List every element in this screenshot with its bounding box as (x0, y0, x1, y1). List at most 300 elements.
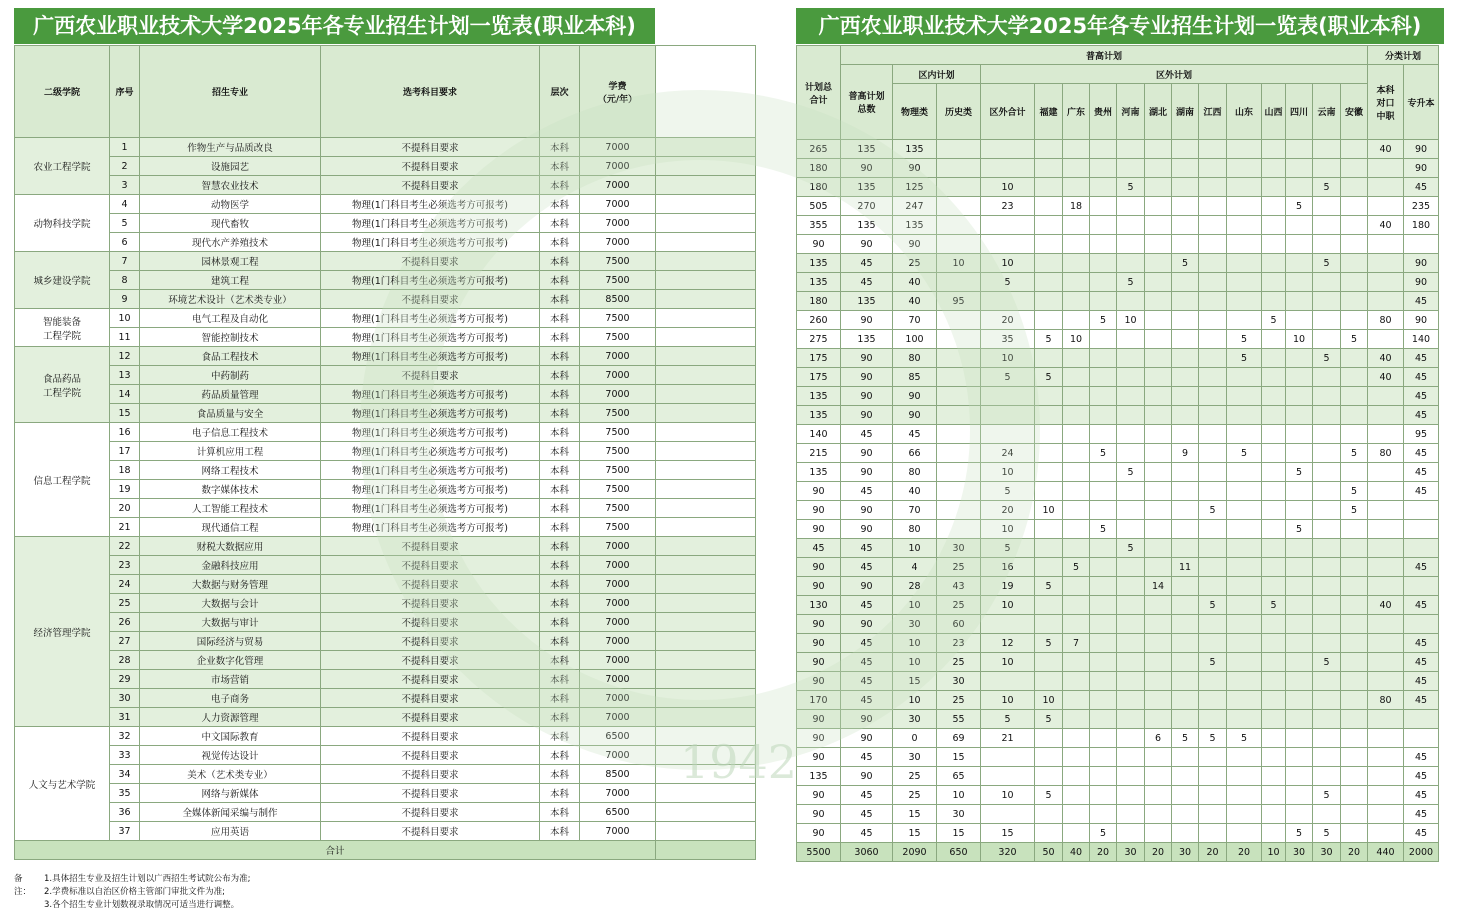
value-cell: 30 (893, 615, 937, 634)
value-cell: 21 (981, 729, 1035, 748)
value-cell: 90 (797, 501, 841, 520)
seq-cell: 35 (110, 784, 140, 803)
table-row (15, 670, 756, 689)
seq-cell: 29 (110, 670, 140, 689)
value-cell (981, 235, 1035, 254)
value-cell (1199, 786, 1227, 805)
value-cell: 10 (937, 786, 981, 805)
value-cell: 5 (1035, 634, 1063, 653)
value-cell (1063, 273, 1090, 292)
table-row (797, 577, 1439, 596)
value-cell (1035, 672, 1063, 691)
value-cell: 35 (981, 330, 1035, 349)
value-cell: 90 (893, 159, 937, 178)
value-cell: 90 (841, 767, 893, 786)
level-cell: 本科 (540, 290, 580, 309)
value-cell (1145, 273, 1172, 292)
fee-cell: 7000 (580, 157, 656, 176)
table-row (15, 404, 756, 423)
header-province: 云南 (1313, 84, 1341, 140)
value-cell (1286, 501, 1313, 520)
value-cell (1172, 311, 1199, 330)
fee-cell: 7000 (580, 708, 656, 727)
value-cell: 175 (797, 349, 841, 368)
value-cell (1227, 824, 1262, 843)
value-cell (1341, 235, 1368, 254)
value-cell (1199, 197, 1227, 216)
value-cell: 45 (1404, 463, 1439, 482)
value-cell: 15 (937, 824, 981, 843)
subject-cell: 物理(1门科目考生必须选考方可报考) (321, 442, 540, 461)
value-cell (1063, 710, 1090, 729)
value-cell (1313, 710, 1341, 729)
value-cell: 90 (841, 729, 893, 748)
level-cell: 本科 (540, 537, 580, 556)
value-cell: 5 (1090, 444, 1117, 463)
spacer-cell (656, 442, 756, 461)
value-cell (1199, 767, 1227, 786)
value-cell: 5 (1090, 520, 1117, 539)
seq-cell: 32 (110, 727, 140, 746)
value-cell: 5 (1090, 824, 1117, 843)
value-cell (1090, 368, 1117, 387)
notes-label: 备注： (14, 874, 32, 897)
seq-cell: 2 (110, 157, 140, 176)
value-cell (1035, 292, 1063, 311)
table-row (15, 328, 756, 347)
value-cell (1172, 653, 1199, 672)
seq-cell: 37 (110, 822, 140, 841)
value-cell (1262, 615, 1286, 634)
total-cell: 30 (1286, 843, 1313, 862)
left-plan-table (14, 45, 756, 860)
value-cell: 90 (1404, 311, 1439, 330)
level-cell: 本科 (540, 138, 580, 157)
value-cell: 5 (1286, 520, 1313, 539)
value-cell (1063, 140, 1090, 159)
fee-cell: 7000 (580, 176, 656, 195)
value-cell: 235 (1404, 197, 1439, 216)
value-cell (1063, 520, 1090, 539)
college-cell: 动物科技学院 (15, 195, 110, 252)
seq-cell: 3 (110, 176, 140, 195)
value-cell (1035, 767, 1063, 786)
fee-cell: 7500 (580, 309, 656, 328)
level-cell: 本科 (540, 556, 580, 575)
value-cell: 90 (841, 387, 893, 406)
value-cell (1227, 805, 1262, 824)
value-cell: 180 (797, 178, 841, 197)
seq-cell: 33 (110, 746, 140, 765)
value-cell (1117, 634, 1145, 653)
value-cell (1090, 615, 1117, 634)
seq-cell: 5 (110, 214, 140, 233)
value-cell (1063, 482, 1090, 501)
value-cell (1172, 520, 1199, 539)
value-cell (1172, 539, 1199, 558)
value-cell: 5 (1227, 330, 1262, 349)
value-cell: 170 (797, 691, 841, 710)
table-row (15, 499, 756, 518)
header-province: 四川 (1286, 84, 1313, 140)
fee-cell: 7000 (580, 347, 656, 366)
value-cell (1227, 710, 1262, 729)
value-cell (1090, 558, 1117, 577)
table-row (797, 463, 1439, 482)
value-cell: 10 (981, 786, 1035, 805)
table-row (15, 290, 756, 309)
value-cell (1227, 254, 1262, 273)
value-cell: 45 (841, 748, 893, 767)
value-cell (1090, 577, 1117, 596)
header-province: 河南 (1117, 84, 1145, 140)
value-cell: 23 (981, 197, 1035, 216)
major-cell: 人工智能工程技术 (140, 499, 321, 518)
fee-cell: 7500 (580, 461, 656, 480)
value-cell: 135 (841, 140, 893, 159)
value-cell: 90 (797, 653, 841, 672)
value-cell (981, 406, 1035, 425)
value-cell (1262, 463, 1286, 482)
total-cell: 40 (1063, 843, 1090, 862)
value-cell (1145, 368, 1172, 387)
value-cell: 5 (1227, 729, 1262, 748)
table-row (797, 748, 1439, 767)
value-cell (1199, 216, 1227, 235)
value-cell (1313, 444, 1341, 463)
value-cell (1063, 406, 1090, 425)
value-cell (1227, 425, 1262, 444)
value-cell (1286, 691, 1313, 710)
value-cell: 80 (1368, 691, 1404, 710)
total-cell: 20 (1090, 843, 1117, 862)
value-cell (1227, 691, 1262, 710)
seq-cell: 30 (110, 689, 140, 708)
value-cell (1035, 178, 1063, 197)
value-cell: 30 (937, 539, 981, 558)
total-cell: 10 (1262, 843, 1286, 862)
seq-cell: 7 (110, 252, 140, 271)
value-cell: 45 (1404, 558, 1439, 577)
total-cell: 20 (1227, 843, 1262, 862)
value-cell (1035, 596, 1063, 615)
spacer-cell (656, 556, 756, 575)
spacer-cell (656, 404, 756, 423)
value-cell (1035, 197, 1063, 216)
value-cell (937, 197, 981, 216)
value-cell: 10 (1063, 330, 1090, 349)
major-cell: 财税大数据应用 (140, 537, 321, 556)
value-cell (1117, 824, 1145, 843)
value-cell: 45 (1404, 368, 1439, 387)
level-cell: 本科 (540, 575, 580, 594)
seq-cell: 11 (110, 328, 140, 347)
value-cell: 70 (893, 501, 937, 520)
fee-cell: 7500 (580, 442, 656, 461)
value-cell: 45 (1404, 672, 1439, 691)
value-cell (1404, 235, 1439, 254)
table-row (15, 822, 756, 841)
value-cell: 45 (841, 425, 893, 444)
seq-cell: 13 (110, 366, 140, 385)
major-cell: 中药制药 (140, 366, 321, 385)
table-row (797, 235, 1439, 254)
level-cell: 本科 (540, 195, 580, 214)
spacer-cell (656, 841, 756, 860)
seq-cell: 36 (110, 803, 140, 822)
value-cell: 40 (893, 482, 937, 501)
value-cell (1313, 425, 1341, 444)
value-cell (1199, 406, 1227, 425)
total-cell: 30 (1313, 843, 1341, 862)
value-cell: 5 (1117, 178, 1145, 197)
value-cell (1145, 254, 1172, 273)
value-cell: 5 (1199, 596, 1227, 615)
value-cell (1117, 368, 1145, 387)
value-cell (1172, 596, 1199, 615)
value-cell: 135 (893, 140, 937, 159)
table-row (15, 594, 756, 613)
level-cell: 本科 (540, 157, 580, 176)
value-cell (1199, 520, 1227, 539)
value-cell: 90 (797, 805, 841, 824)
value-cell: 90 (797, 634, 841, 653)
value-cell (1368, 729, 1404, 748)
header-province: 湖南 (1172, 84, 1199, 140)
value-cell (1199, 292, 1227, 311)
value-cell (1090, 159, 1117, 178)
value-cell (981, 805, 1035, 824)
value-cell (1262, 539, 1286, 558)
total-cell: 3060 (841, 843, 893, 862)
value-cell (1262, 292, 1286, 311)
value-cell (1172, 786, 1199, 805)
table-row (15, 727, 756, 746)
value-cell: 30 (937, 805, 981, 824)
value-cell (1063, 444, 1090, 463)
value-cell (1199, 159, 1227, 178)
major-cell: 智慧农业技术 (140, 176, 321, 195)
table-row (15, 765, 756, 784)
value-cell (1368, 330, 1404, 349)
table-row (797, 558, 1439, 577)
value-cell: 5 (1117, 463, 1145, 482)
value-cell: 5 (1341, 482, 1368, 501)
subject-cell: 物理(1门科目考生必须选考方可报考) (321, 385, 540, 404)
subject-cell: 不提科目要求 (321, 708, 540, 727)
value-cell (981, 387, 1035, 406)
value-cell (1227, 482, 1262, 501)
value-cell (1117, 672, 1145, 691)
value-cell: 5 (1199, 729, 1227, 748)
major-cell: 药品质量管理 (140, 385, 321, 404)
table-row (15, 632, 756, 651)
value-cell: 65 (937, 767, 981, 786)
value-cell (1145, 767, 1172, 786)
subject-cell: 不提科目要求 (321, 252, 540, 271)
value-cell: 5 (1227, 349, 1262, 368)
value-cell (1035, 406, 1063, 425)
value-cell (1368, 767, 1404, 786)
value-cell (1368, 520, 1404, 539)
level-cell: 本科 (540, 708, 580, 727)
value-cell (1227, 634, 1262, 653)
value-cell (1227, 786, 1262, 805)
value-cell: 5 (1063, 558, 1090, 577)
value-cell: 45 (1404, 824, 1439, 843)
value-cell (1368, 178, 1404, 197)
value-cell (1145, 520, 1172, 539)
value-cell (1262, 501, 1286, 520)
value-cell: 45 (1404, 292, 1439, 311)
total-cell: 2090 (893, 843, 937, 862)
value-cell (1117, 292, 1145, 311)
table-row (797, 311, 1439, 330)
value-cell (1145, 634, 1172, 653)
college-cell: 信息工程学院 (15, 423, 110, 537)
value-cell (1341, 824, 1368, 843)
seq-cell: 25 (110, 594, 140, 613)
value-cell (1227, 311, 1262, 330)
value-cell (1199, 539, 1227, 558)
fee-cell: 6500 (580, 803, 656, 822)
subject-cell: 不提科目要求 (321, 613, 540, 632)
value-cell (1262, 691, 1286, 710)
value-cell (1172, 235, 1199, 254)
value-cell (1286, 292, 1313, 311)
subject-cell: 物理(1门科目考生必须选考方可报考) (321, 347, 540, 366)
value-cell: 45 (1404, 691, 1439, 710)
value-cell (1368, 634, 1404, 653)
major-cell: 电子信息工程技术 (140, 423, 321, 442)
total-row (15, 841, 756, 860)
value-cell: 45 (1404, 178, 1439, 197)
header-province: 山西 (1262, 84, 1286, 140)
value-cell (1145, 330, 1172, 349)
spacer-cell (656, 461, 756, 480)
total-cell: 30 (1117, 843, 1145, 862)
value-cell (1227, 596, 1262, 615)
value-cell: 5 (1341, 444, 1368, 463)
value-cell: 135 (893, 216, 937, 235)
value-cell (1286, 311, 1313, 330)
table-row (797, 425, 1439, 444)
table-row (797, 140, 1439, 159)
table-row (797, 406, 1439, 425)
value-cell: 43 (937, 577, 981, 596)
value-cell: 90 (841, 311, 893, 330)
value-cell (1341, 254, 1368, 273)
value-cell (1090, 406, 1117, 425)
header-general: 普高计划 (841, 46, 1368, 65)
table-row (797, 501, 1439, 520)
subject-cell: 不提科目要求 (321, 290, 540, 309)
value-cell (1172, 159, 1199, 178)
spacer-cell (656, 214, 756, 233)
value-cell (1063, 235, 1090, 254)
value-cell (1145, 710, 1172, 729)
value-cell (1368, 273, 1404, 292)
spacer-cell (656, 632, 756, 651)
table-row (797, 520, 1439, 539)
value-cell (1117, 197, 1145, 216)
total-cell: 2000 (1404, 843, 1439, 862)
value-cell (1117, 748, 1145, 767)
value-cell: 40 (1368, 596, 1404, 615)
value-cell: 10 (893, 539, 937, 558)
value-cell (1404, 729, 1439, 748)
value-cell (1090, 425, 1117, 444)
value-cell (1313, 463, 1341, 482)
level-cell: 本科 (540, 765, 580, 784)
value-cell (1286, 444, 1313, 463)
value-cell (1145, 501, 1172, 520)
value-cell: 30 (937, 672, 981, 691)
spacer-cell (656, 784, 756, 803)
value-cell (1286, 425, 1313, 444)
value-cell: 5 (981, 710, 1035, 729)
major-cell: 环境艺术设计（艺术类专业） (140, 290, 321, 309)
value-cell: 45 (841, 672, 893, 691)
value-cell (1090, 482, 1117, 501)
value-cell (1286, 634, 1313, 653)
header-in-region: 区内计划 (893, 65, 981, 84)
value-cell: 90 (841, 577, 893, 596)
value-cell (1286, 729, 1313, 748)
value-cell: 45 (841, 482, 893, 501)
value-cell (1368, 387, 1404, 406)
value-cell: 70 (893, 311, 937, 330)
value-cell: 15 (893, 672, 937, 691)
value-cell (1063, 729, 1090, 748)
total-cell: 650 (937, 843, 981, 862)
value-cell (981, 615, 1035, 634)
subject-cell: 不提科目要求 (321, 366, 540, 385)
value-cell (1341, 539, 1368, 558)
spacer-cell (656, 195, 756, 214)
value-cell: 5 (1262, 596, 1286, 615)
value-cell (1227, 273, 1262, 292)
value-cell (1286, 653, 1313, 672)
table-row (797, 349, 1439, 368)
value-cell (1286, 406, 1313, 425)
fee-cell: 7500 (580, 518, 656, 537)
value-cell (1063, 653, 1090, 672)
value-cell: 20 (981, 501, 1035, 520)
seq-cell: 9 (110, 290, 140, 309)
value-cell (1090, 463, 1117, 482)
value-cell (1035, 748, 1063, 767)
value-cell (1262, 520, 1286, 539)
level-cell: 本科 (540, 404, 580, 423)
value-cell (1145, 197, 1172, 216)
value-cell (1172, 767, 1199, 786)
value-cell (1145, 425, 1172, 444)
value-cell (1286, 349, 1313, 368)
level-cell: 本科 (540, 423, 580, 442)
value-cell (1227, 577, 1262, 596)
value-cell (1145, 387, 1172, 406)
value-cell (1117, 767, 1145, 786)
value-cell (1341, 425, 1368, 444)
value-cell: 135 (797, 273, 841, 292)
value-cell (981, 767, 1035, 786)
value-cell (1262, 216, 1286, 235)
value-cell: 90 (797, 729, 841, 748)
value-cell (1341, 197, 1368, 216)
value-cell: 10 (893, 634, 937, 653)
value-cell (1172, 216, 1199, 235)
